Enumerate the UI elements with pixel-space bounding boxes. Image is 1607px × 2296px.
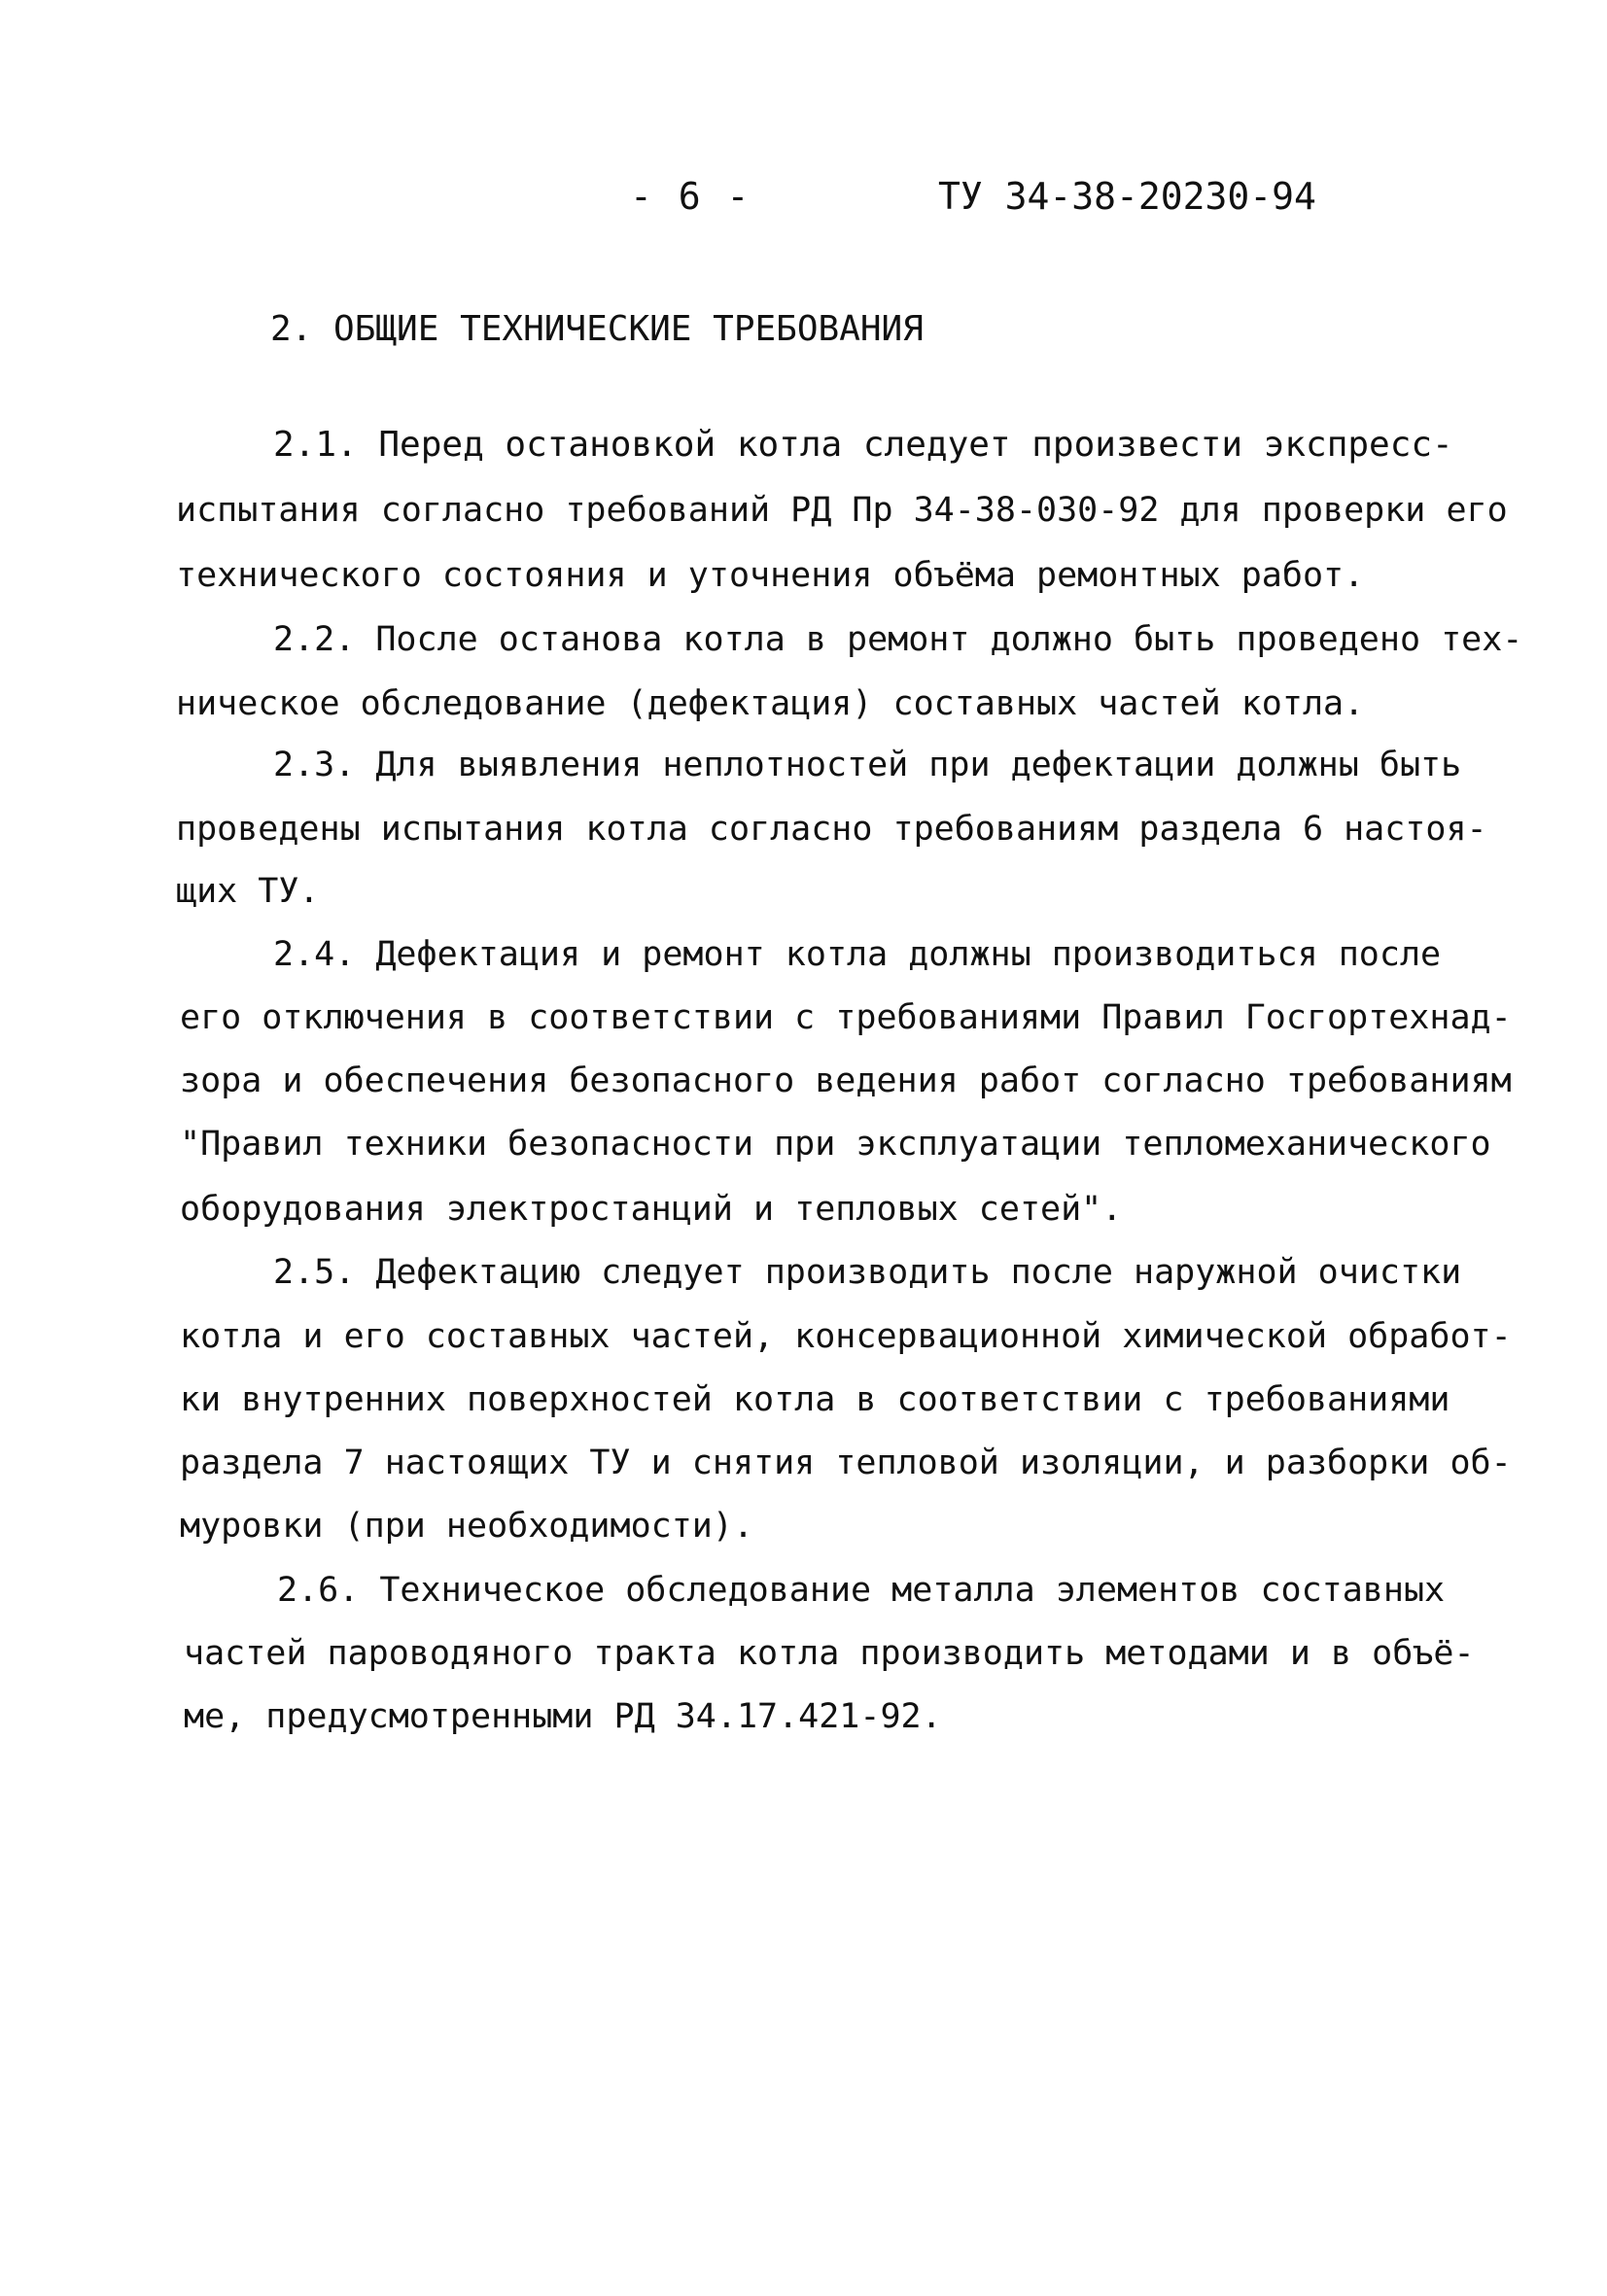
paragraph-line: ническое обследование (дефектация) составных частей котла. [176, 684, 1365, 723]
page-number: - 6 - [630, 175, 751, 218]
paragraph-line: оборудования электростанций и тепловых сетей". [180, 1190, 1123, 1229]
paragraph-line: технического состояния и уточнения объёма ремонтных работ. [176, 556, 1365, 595]
paragraph-line: ки внутренних поверхностей котла в соответствии с требованиями [180, 1380, 1450, 1419]
paragraph-line: 2.6. Техническое обследование металла элементов составных [277, 1571, 1446, 1610]
paragraph-line: зора и обеспечения безопасного ведения работ согласно требованиям [180, 1061, 1512, 1100]
paragraph-line: 2.4. Дефектация и ремонт котла должны производиться после [273, 935, 1442, 974]
document-code: ТУ 34-38-20230-94 [938, 175, 1316, 218]
paragraph-line: 2.3. Для выявления неплотностей при дефектации должны быть [273, 746, 1462, 784]
paragraph-line: муровки (при необходимости). [180, 1507, 754, 1546]
paragraph-line: щих ТУ. [176, 872, 320, 911]
paragraph-line: 2.2. После останова котла в ремонт должно быть проведено тех- [273, 620, 1523, 659]
paragraph-line: "Правил техники безопасности при эксплуатации тепломеханического [180, 1125, 1491, 1164]
paragraph-line: раздела 7 настоящих ТУ и снятия тепловой изоляции, и разборки об- [180, 1444, 1512, 1482]
paragraph-line: котла и его составных частей, консервационной химической обработ- [180, 1317, 1512, 1356]
paragraph-line: 2.5. Дефектацию следует производить после наружной очистки [273, 1253, 1462, 1292]
section-heading: 2. ОБЩИЕ ТЕХНИЧЕСКИЕ ТРЕБОВАНИЯ [270, 309, 924, 349]
paragraph-line: проведены испытания котла согласно требованиям раздела 6 настоя- [176, 810, 1487, 849]
paragraph-line: частей пароводяного тракта котла производить методами и в объё- [184, 1634, 1475, 1673]
paragraph-line: ме, предусмотренными РД 34.17.421-92. [184, 1697, 942, 1736]
paragraph-line: 2.1. Перед остановкой котла следует произвести экспресс- [273, 425, 1453, 465]
paragraph-line: его отключения в соответствии с требованиями Правил Госгортехнад- [180, 998, 1512, 1037]
paragraph-line: испытания согласно требований РД Пр 34-38-030-92 для проверки его [176, 491, 1508, 530]
